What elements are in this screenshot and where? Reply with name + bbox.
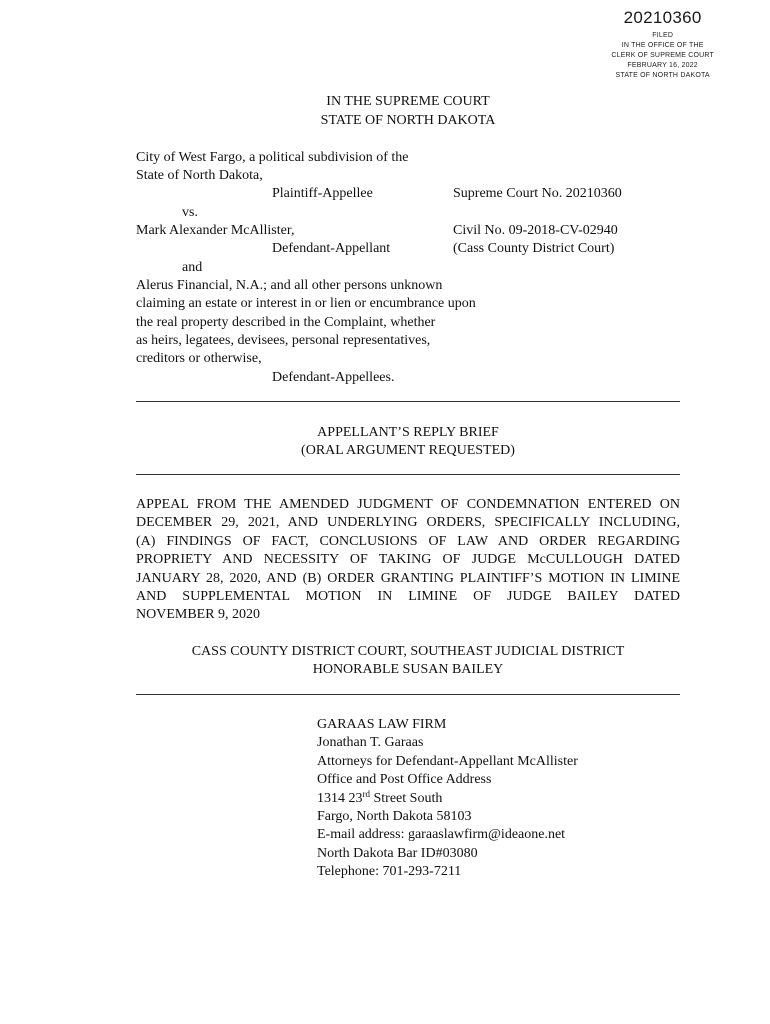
brief-title: APPELLANT’S REPLY BRIEF <box>317 425 499 440</box>
divider <box>136 694 680 695</box>
address-label: Office and Post Office Address <box>317 772 492 788</box>
bar-id: North Dakota Bar ID#03080 <box>317 845 478 861</box>
city-state-zip: Fargo, North Dakota 58103 <box>317 809 472 825</box>
docket-number: 20210360 <box>623 8 702 27</box>
plaintiff-role: Plaintiff-Appellee <box>272 186 373 201</box>
divider <box>136 401 680 402</box>
stamp-line: FILED <box>652 32 674 39</box>
appellees-line: claiming an estate or interest in or lien or encumbrance upon <box>136 296 476 311</box>
appeal-line: DECEMBER 29, 2021, AND UNDERLYING ORDERS, SPECIFICALLY INCLUDING, <box>136 515 680 531</box>
appeal-line: (A) FINDINGS OF FACT, CONCLUSIONS OF LAW AND ORDER REGARDING <box>136 533 680 549</box>
filing-stamp <box>611 8 714 81</box>
street-number: 1314 23 <box>317 790 363 806</box>
appellees-line: Alerus Financial, N.A.; and all other persons unknown <box>136 278 443 293</box>
versus: vs. <box>182 205 198 220</box>
attorney-role: Attorneys for Defendant-Appellant McAllister <box>317 753 578 769</box>
divider <box>136 474 680 475</box>
district-court: CASS COUNTY DISTRICT COURT, SOUTHEAST JUDICIAL DISTRICT <box>191 644 625 659</box>
district-court-label: (Cass County District Court) <box>453 241 615 256</box>
street-name: Street South <box>370 790 443 806</box>
email-address: E-mail address: garaaslawfirm@ideaone.net <box>317 827 566 843</box>
law-firm-block <box>317 716 578 882</box>
judge-name: HONORABLE SUSAN BAILEY <box>312 662 504 677</box>
appellees-role: Defendant-Appellees. <box>272 370 395 385</box>
appeal-line: PROPRIETY AND NECESSITY OF TAKING OF JUDGE McCULLOUGH DATED <box>136 552 680 568</box>
appeal-line: JANUARY 28, 2020, AND (B) ORDER GRANTING PLAINTIFF’S MOTION IN LIMINE <box>136 570 680 586</box>
ordinal-suffix: rd <box>362 788 370 799</box>
appellees-line: the real property described in the Complaint, whether <box>136 315 436 330</box>
appeal-statement <box>136 496 680 625</box>
appeal-line: APPEAL FROM THE AMENDED JUDGMENT OF CONDEMNATION ENTERED ON <box>136 497 680 512</box>
stamp-line: IN THE OFFICE OF THE <box>621 42 704 49</box>
brief-subtitle: (ORAL ARGUMENT REQUESTED) <box>301 443 515 458</box>
plaintiff-line: State of North Dakota, <box>136 168 263 183</box>
telephone: Telephone: 701-293-7211 <box>317 864 462 880</box>
stamp-line: CLERK OF SUPREME COURT <box>611 52 714 59</box>
appellees-line: creditors or otherwise, <box>136 351 262 366</box>
appeal-line: AND SUPPLEMENTAL MOTION IN LIMINE OF JUDGE BAILEY DATED <box>136 589 680 605</box>
defendant-role: Defendant-Appellant <box>272 241 391 256</box>
attorney-name: Jonathan T. Garaas <box>317 735 424 751</box>
stamp-line: FEBRUARY 16, 2022 <box>627 62 698 69</box>
appeal-line: NOVEMBER 9, 2020 <box>136 607 261 623</box>
court-state: STATE OF NORTH DAKOTA <box>320 113 496 128</box>
and-separator: and <box>182 260 203 275</box>
stamp-line: STATE OF NORTH DAKOTA <box>615 72 710 79</box>
defendant-name: Mark Alexander McAllister, <box>136 223 295 238</box>
firm-name: GARAAS LAW FIRM <box>317 717 447 732</box>
court-name: IN THE SUPREME COURT <box>326 94 490 109</box>
plaintiff-line: City of West Fargo, a political subdivision of the <box>136 150 409 165</box>
civil-number: Civil No. 09-2018-CV-02940 <box>453 223 618 238</box>
street-address <box>317 790 578 808</box>
supreme-court-number: Supreme Court No. 20210360 <box>453 186 622 201</box>
appellees-line: as heirs, legatees, devisees, personal representatives, <box>136 333 431 348</box>
